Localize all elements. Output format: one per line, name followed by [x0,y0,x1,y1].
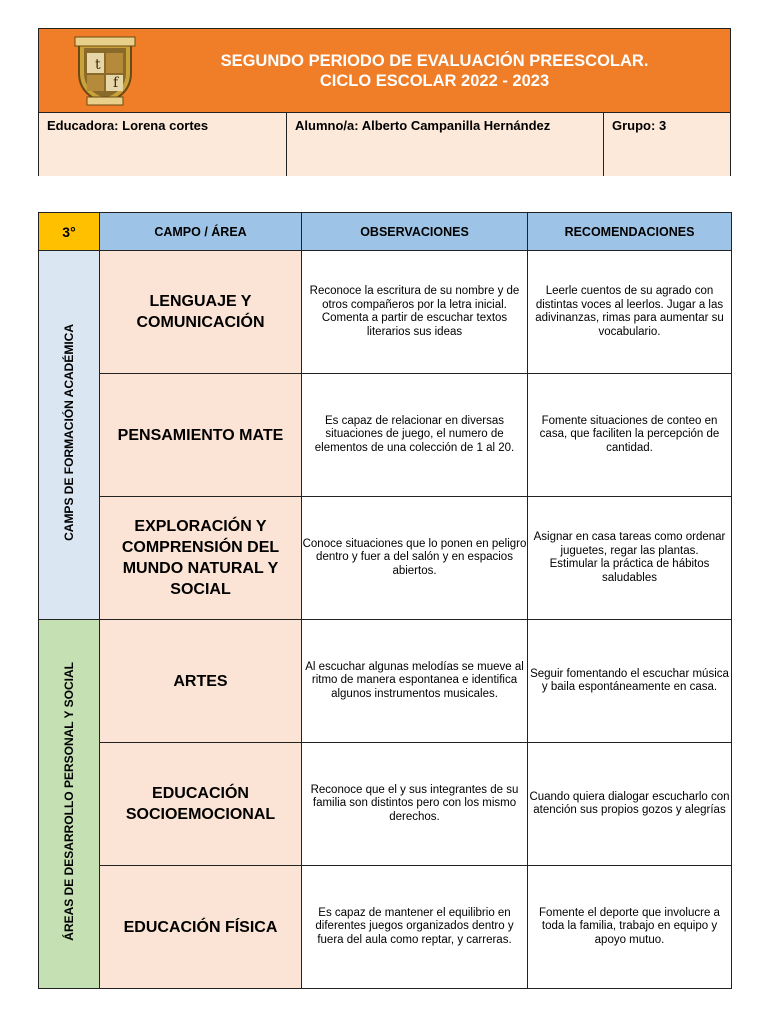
table-row [39,497,732,620]
title-line-1: SEGUNDO PERIODO DE EVALUACIÓN PREESCOLAR. [220,52,649,70]
area-name: PENSAMIENTO MATE [100,374,302,497]
recomendaciones-text: Cuando quiera dialogar escucharlo con atención sus propios gozos y alegrías [528,743,732,866]
recomendaciones-text: Leerle cuentos de su agrado con distintas voces al leerlos. Jugar a las adivinanzas, rimas para aumentar su vocabulario. [528,251,732,374]
alumno-cell [287,113,604,176]
evaluation-table [38,212,732,989]
svg-text:f: f [113,75,119,91]
observaciones-text: Es capaz de mantener el equilibrio en diferentes juegos organizados dentro y fuera del aula como reptar, y carreras. [302,866,528,989]
table-row [39,866,732,989]
observaciones-text: Conoce situaciones que lo ponen en peligro dentro y fuer a del salón y en espacios abiertos. [302,497,528,620]
grupo-cell [604,113,730,176]
recomendaciones-text: Fomente el deporte que involucre a toda la familia, trabajo en equipo y apoyo mutuo. [528,866,732,989]
area-name: EDUCACIÓN SOCIOEMOCIONAL [100,743,302,866]
group-label-academic-cell [39,251,100,620]
alumno-value: Alberto Campanilla Hernández [361,118,551,133]
report-header [38,28,731,176]
column-header-campo: CAMPO / ÁREA [100,213,302,251]
column-header-observaciones: OBSERVACIONES [302,213,528,251]
title-line-2: CICLO ESCOLAR 2022 - 2023 [319,72,550,90]
observaciones-text: Reconoce la escritura de su nombre y de otros compañeros por la letra inicial. Comenta a partir de escuchar textos literarios sus ideas [302,251,528,374]
educadora-cell [39,113,287,176]
recomendaciones-text: Fomente situaciones de conteo en casa, que faciliten la percepción de cantidad. [528,374,732,497]
table-row [39,743,732,866]
school-crest-logo [69,35,141,107]
svg-text:t: t [95,57,101,73]
recomendaciones-text: Asignar en casa tareas como ordenar juguetes, regar las plantas. Estimular la práctica de hábitos saludables [528,497,732,620]
area-name: LENGUAJE Y COMUNICACIÓN [100,251,302,374]
educadora-label: Educadora: [47,118,119,133]
recomendaciones-text: Seguir fomentando el escuchar música y baila espontáneamente en casa. [528,620,732,743]
area-name: EXPLORACIÓN Y COMPRENSIÓN DEL MUNDO NATURAL Y SOCIAL [100,497,302,620]
observaciones-text: Es capaz de relacionar en diversas situaciones de juego, el numero de elementos de una colección de 1 al 20. [302,374,528,497]
report-title [149,51,720,91]
table-row [39,374,732,497]
area-name: ARTES [100,620,302,743]
educadora-value: Lorena cortes [122,118,209,133]
observaciones-text: Reconoce que el y sus integrantes de su familia son distintos pero con los mismo derechos. [302,743,528,866]
observaciones-text: Al escuchar algunas melodías se mueve al ritmo de manera espontanea e identifica algunos instrumentos musicales. [302,620,528,743]
group-label-academic: CAMPS DE FORMACIÓN ACADÉMICA [62,324,76,541]
alumno-label: Alumno/a: [295,118,359,133]
table-row [39,620,732,743]
header-banner [39,29,730,113]
column-header-recomendaciones: RECOMENDACIONES [528,213,732,251]
table-row [39,251,732,374]
grupo-label: Grupo: [612,118,656,133]
group-label-personal-cell [39,620,100,989]
group-label-personal: ÁREAS DE DESARROLLO PERSONAL Y SOCIAL [62,662,76,941]
student-info-row [39,113,730,176]
area-name: EDUCACIÓN FÍSICA [100,866,302,989]
grupo-value: 3 [658,118,667,133]
table-header-row [39,213,732,251]
grade-cell: 3° [39,213,100,251]
